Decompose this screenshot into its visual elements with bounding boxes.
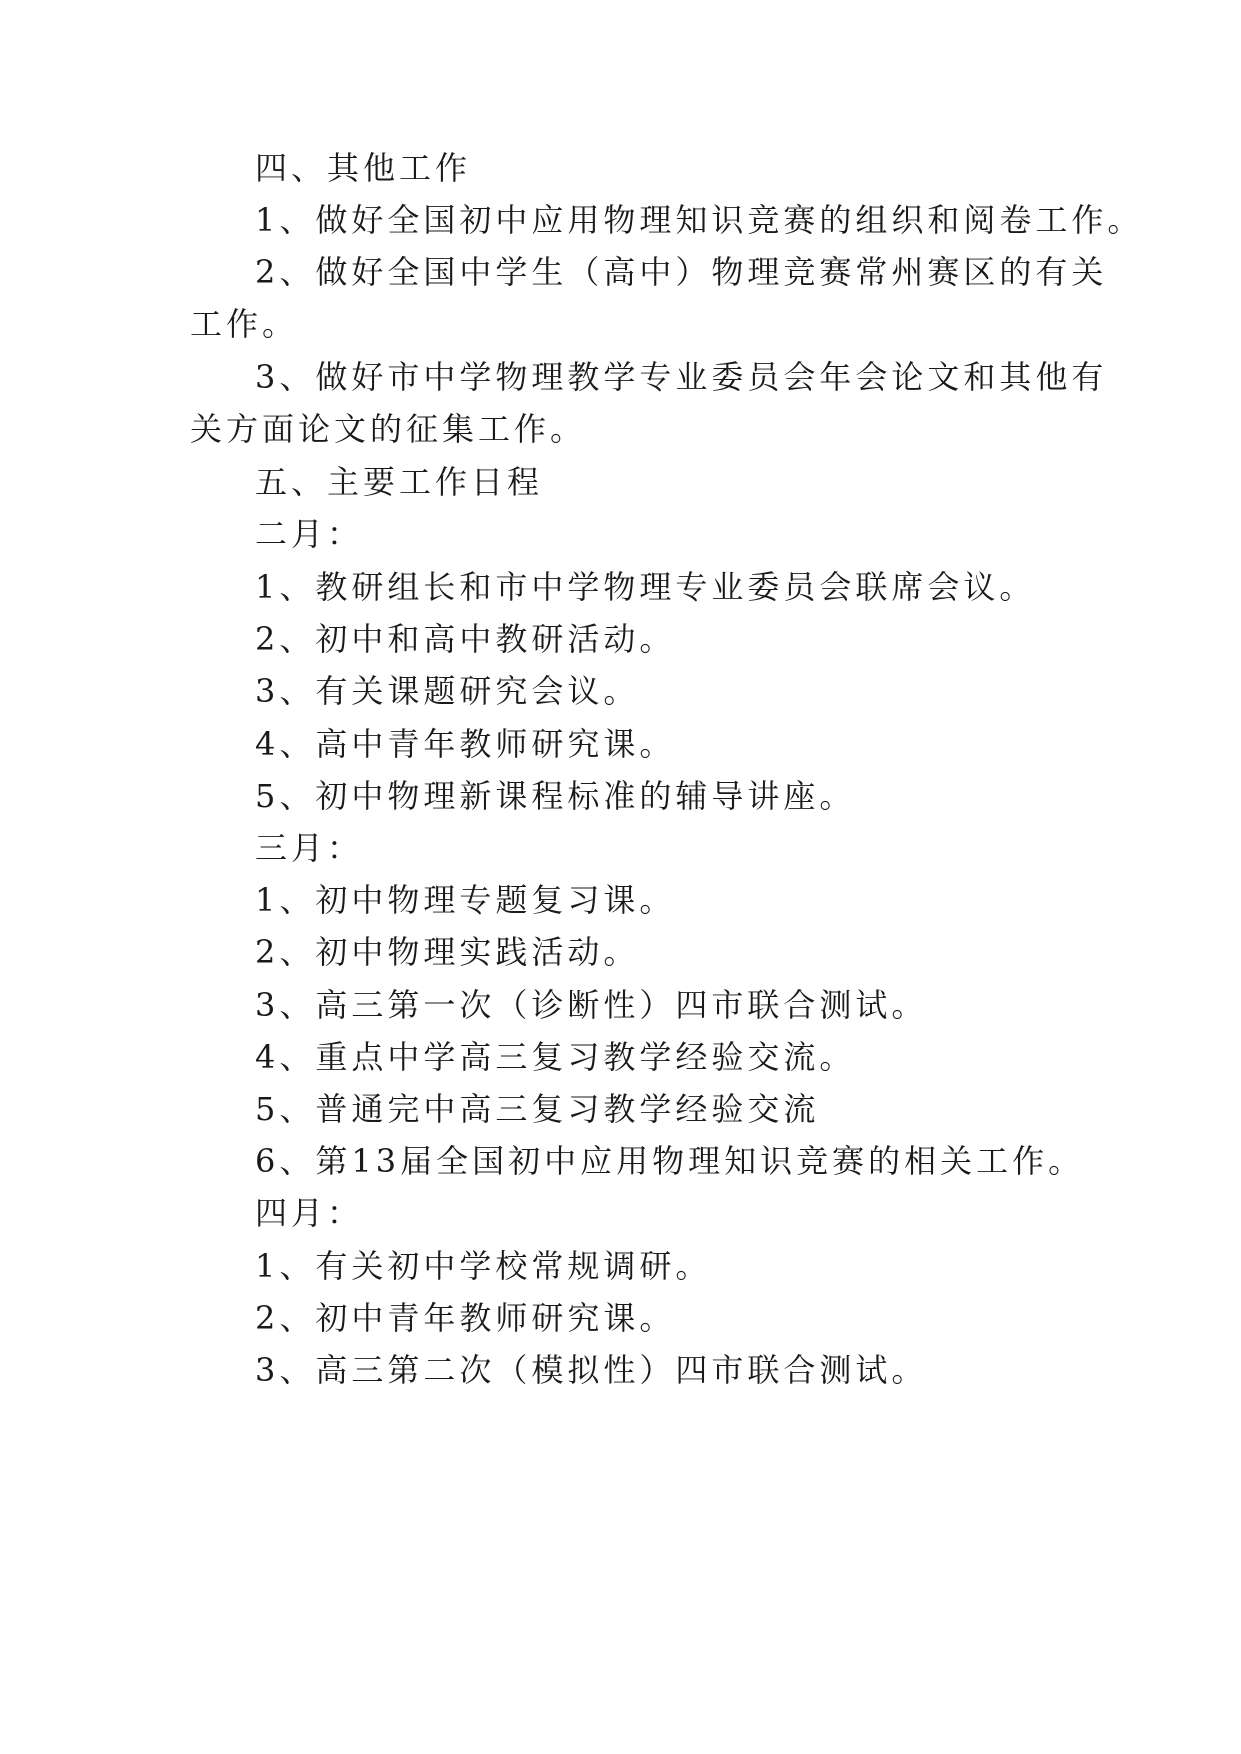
list-item: 2、初中青年教师研究课。 [255, 1299, 676, 1337]
list-item: 1、有关初中学校常规调研。 [255, 1247, 712, 1285]
list-item: 5、初中物理新课程标准的辅导讲座。 [255, 777, 856, 815]
month-heading-march: 三月： [255, 829, 364, 867]
list-item: 1、初中物理专题复习课。 [255, 881, 676, 919]
list-item: 4、重点中学高三复习教学经验交流。 [255, 1038, 856, 1076]
section-heading-schedule: 五、主要工作日程 [255, 463, 544, 501]
paragraph-line: 工作。 [190, 305, 299, 343]
list-item: 2、初中物理实践活动。 [255, 933, 640, 971]
list-item: 3、高三第一次（诊断性）四市联合测试。 [255, 986, 928, 1024]
list-item: 1、教研组长和市中学物理专业委员会联席会议。 [255, 568, 1036, 606]
paragraph-line: 关方面论文的征集工作。 [190, 410, 587, 448]
list-item: 2、初中和高中教研活动。 [255, 620, 676, 658]
paragraph-line: 2、做好全国中学生（高中）物理竞赛常州赛区的有关 [255, 253, 1108, 291]
paragraph-line: 3、做好市中学物理教学专业委员会年会论文和其他有 [255, 358, 1108, 396]
list-item: 4、高中青年教师研究课。 [255, 725, 676, 763]
section-heading-other-work: 四、其他工作 [255, 149, 472, 187]
paragraph-line: 1、做好全国初中应用物理知识竞赛的组织和阅卷工作。 [255, 201, 1144, 239]
list-item: 6、第13届全国初中应用物理知识竞赛的相关工作。 [255, 1142, 1085, 1180]
month-heading-april: 四月： [255, 1194, 364, 1232]
month-heading-february: 二月： [255, 515, 364, 553]
list-item: 5、普通完中高三复习教学经验交流 [255, 1090, 820, 1128]
list-item: 3、高三第二次（模拟性）四市联合测试。 [255, 1351, 928, 1389]
list-item: 3、有关课题研究会议。 [255, 672, 640, 710]
